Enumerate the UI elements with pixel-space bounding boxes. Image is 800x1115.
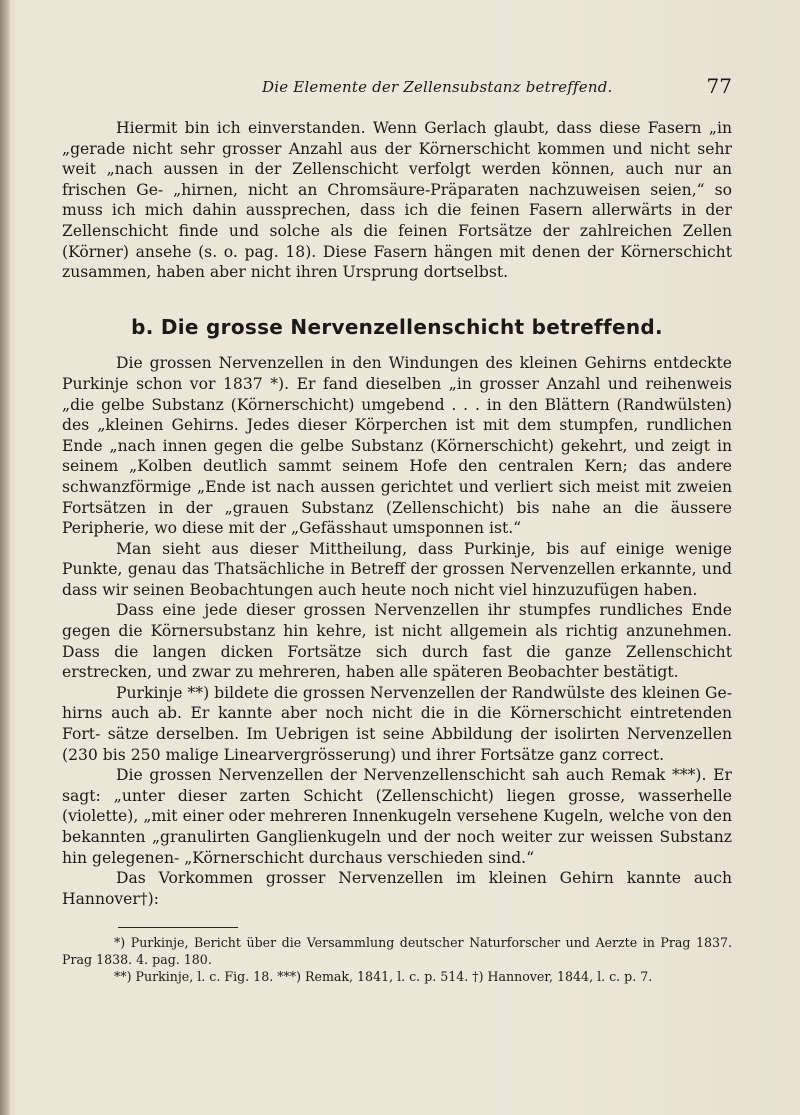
main-text [62, 118, 732, 985]
running-title: Die Elemente der Zellensubstanz betreffend. [262, 78, 613, 96]
paragraph: Dass eine jede dieser grossen Nervenzellen ihr stumpfes rundliches Ende gegen die Körnersubstanz hin kehre, ist nicht allgemein als richtig anzunehmen. Dass die langen dicken Fortsätze sich durch fast die ganze Zellenschicht erstrecken, und zwar zu mehreren, haben alle späteren Beobachter bestätigt. [62, 601, 732, 682]
paragraph: Das Vorkommen grosser Nervenzellen im kleinen Gehirn kannte auch Hannover†): [62, 869, 732, 908]
page-number: 77 [706, 74, 732, 98]
page-spine-edge [0, 0, 10, 1115]
footnote: **) Purkinje, l. c. Fig. 18. ***) Remak, 1841, l. c. p. 514. †) Hannover, 1844, l. c. p. 7. [114, 969, 653, 985]
paragraph: Purkinje **) bildete die grossen Nervenzellen der Randwülste des kleinen Ge- hirns auch ab. Er kannte aber noch nicht die in die Körnerschicht eintretenden Fort- sätze derselben. Im Uebrigen ist seine Abbildung der isolirten Nervenzellen (230 bis 250 malige Linearvergrösserung) und ihrer Fortsätze ganz correct. [62, 683, 732, 764]
paragraph: Man sieht aus dieser Mittheilung, dass Purkinje, bis auf einige wenige Punkte, genau das Thatsächliche in Betreff der grossen Nervenzellen erkannte, und dass wir seinen Beobachtungen auch heute noch nicht viel hinzuzufügen haben. [62, 539, 732, 599]
footnote: *) Purkinje, Bericht über die Versammlung deutscher Naturforscher und Aerzte in Prag 1837. Prag 1838. 4. pag. 180. [62, 935, 732, 968]
paragraph: Hiermit bin ich einverstanden. Wenn Gerlach glaubt, dass diese Fasern „in „gerade nicht sehr grosser Anzahl aus der Körnerschicht kommen und nicht sehr weit „nach aussen in der Zellenschicht verfolgt werden können, auch nur an frischen Ge- „hirnen, nicht an Chromsäure-Präparaten nachzuweisen seien,“ so muss ich mich dahin aussprechen, dass ich die feinen Fasern allerwärts in der Zellenschicht finde und solche als die feinen Fortsätze der zahlreichen Zellen (Körner) ansehe (s. o. pag. 18). Diese Fasern hängen mit denen der Körnerschicht zusammen, haben aber nicht ihren Ursprung dortselbst. [62, 119, 732, 282]
paragraph: Die grossen Nervenzellen in den Windungen des kleinen Gehirns entdeckte Purkinje schon vor 1837 *). Er fand dieselben „in grosser Anzahl und reihenweis „die gelbe Substanz (Körnerschicht) umgebend . . . in den Blättern (Randwülsten) des „kleinen Gehirns. Jedes dieser Körperchen ist mit dem stumpfen, rundlichen Ende „nach innen gegen die gelbe Substanz (Körnerschicht) gekehrt, und zeigt in seinem „Kolben deutlich sammt seinem Hofe den centralen Kern; das andere schwanzförmige „Ende ist nach aussen gerichtet und verliert sich meist mit zweien Fortsätzen in der „grauen Substanz (Zellenschicht) bis nahe an die äussere Peripherie, wo diese mit der „Gefässhaut umsponnen ist.“ [62, 354, 732, 538]
paragraph: Die grossen Nervenzellen der Nervenzellenschicht sah auch Remak ***). Er sagt: „unter dieser zarten Schicht (Zellenschicht) liegen grosse, wasserhelle (violette), „mit einer oder mehreren Innenkugeln versehene Kugeln, welche von den bekannten „granulirten Ganglienkugeln und der noch weiter zur weissen Substanz hin gelegenen- „Körnerschicht durchaus verschieden sind.“ [62, 766, 732, 867]
footnotes [62, 934, 732, 985]
section-heading: b. Die grosse Nervenzellenschicht betreffend. [131, 314, 663, 339]
page-header [62, 76, 738, 100]
footnote-divider [118, 927, 238, 928]
